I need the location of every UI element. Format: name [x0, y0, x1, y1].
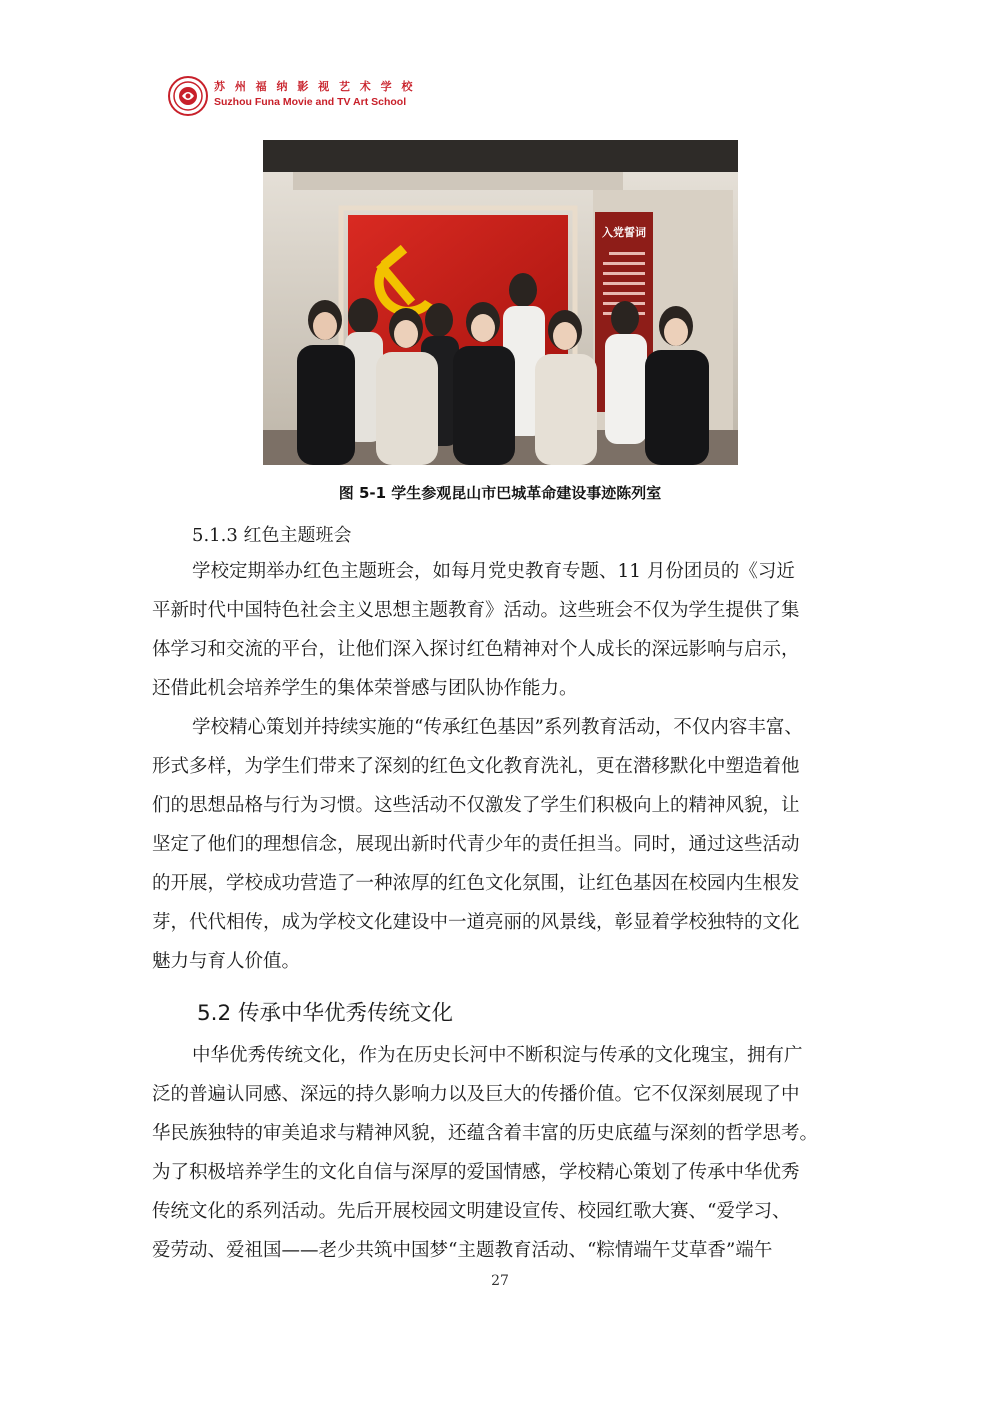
subsection-title: 5.1.3 红色主题班会	[192, 525, 352, 546]
text-line: 芽，代代相传，成为学校文化建设中一道亮丽的风景线，彰显着学校独特的文化	[152, 912, 800, 933]
school-logo	[168, 76, 208, 116]
text-line: 平新时代中国特色社会主义思想主题教育》活动。这些班会不仅为学生提供了集	[152, 600, 800, 621]
school-name-cn: 苏 州 福 纳 影 视 艺 术 学 校	[214, 80, 416, 93]
page-header	[168, 76, 488, 118]
text-line: 传统文化的系列活动。先后开展校园文明建设宣传、校园红歌大赛、“爱学习、	[152, 1201, 791, 1222]
figure-caption: 图 5-1 学生参观昆山市巴城革命建设事迹陈列室	[338, 484, 662, 502]
text-line: 坚定了他们的理想信念，展现出新时代青少年的责任担当。同时，通过这些活动	[152, 834, 800, 855]
text-line: 体学习和交流的平台，让他们深入探讨红色精神对个人成长的深远影响与启示，	[152, 639, 800, 660]
photo-illustration	[263, 140, 738, 465]
figure-photo	[263, 140, 738, 465]
school-name-en: Suzhou Funa Movie and TV Art School	[214, 96, 407, 108]
text-line: 中华优秀传统文化，作为在历史长河中不断积淀与传承的文化瑰宝，拥有广	[192, 1045, 803, 1066]
text-line: 爱劳动、爱祖国——老少共筑中国梦“主题教育活动、“粽情端午艾草香”端午	[152, 1240, 773, 1261]
oath-panel-title: 入党誓词	[602, 226, 646, 239]
text-line: 形式多样，为学生们带来了深刻的红色文化教育洗礼，更在潜移默化中塑造着他	[152, 756, 800, 777]
text-line: 学校精心策划并持续实施的“传承红色基因”系列教育活动，不仅内容丰富、	[192, 717, 803, 738]
section-title: 5.2 传承中华优秀传统文化	[197, 1001, 454, 1026]
text-line: 华民族独特的审美追求与精神风貌，还蕴含着丰富的历史底蕴与深刻的哲学思考。	[152, 1123, 819, 1144]
text-line: 为了积极培养学生的文化自信与深厚的爱国情感，学校精心策划了传承中华优秀	[152, 1162, 800, 1183]
text-line: 魅力与育人价值。	[152, 951, 301, 972]
text-line: 泛的普遍认同感、深远的持久影响力以及巨大的传播价值。它不仅深刻展现了中	[152, 1084, 800, 1105]
text-line: 们的思想品格与行为习惯。这些活动不仅激发了学生们积极向上的精神风貌，让	[152, 795, 800, 816]
text-line: 学校定期举办红色主题班会，如每月党史教育专题、11 月份团员的《习近	[192, 561, 795, 582]
text-line: 还借此机会培养学生的集体荣誉感与团队协作能力。	[152, 678, 578, 699]
page-number: 27	[491, 1273, 509, 1289]
text-line: 的开展，学校成功营造了一种浓厚的红色文化氛围，让红色基因在校园内生根发	[152, 873, 800, 894]
